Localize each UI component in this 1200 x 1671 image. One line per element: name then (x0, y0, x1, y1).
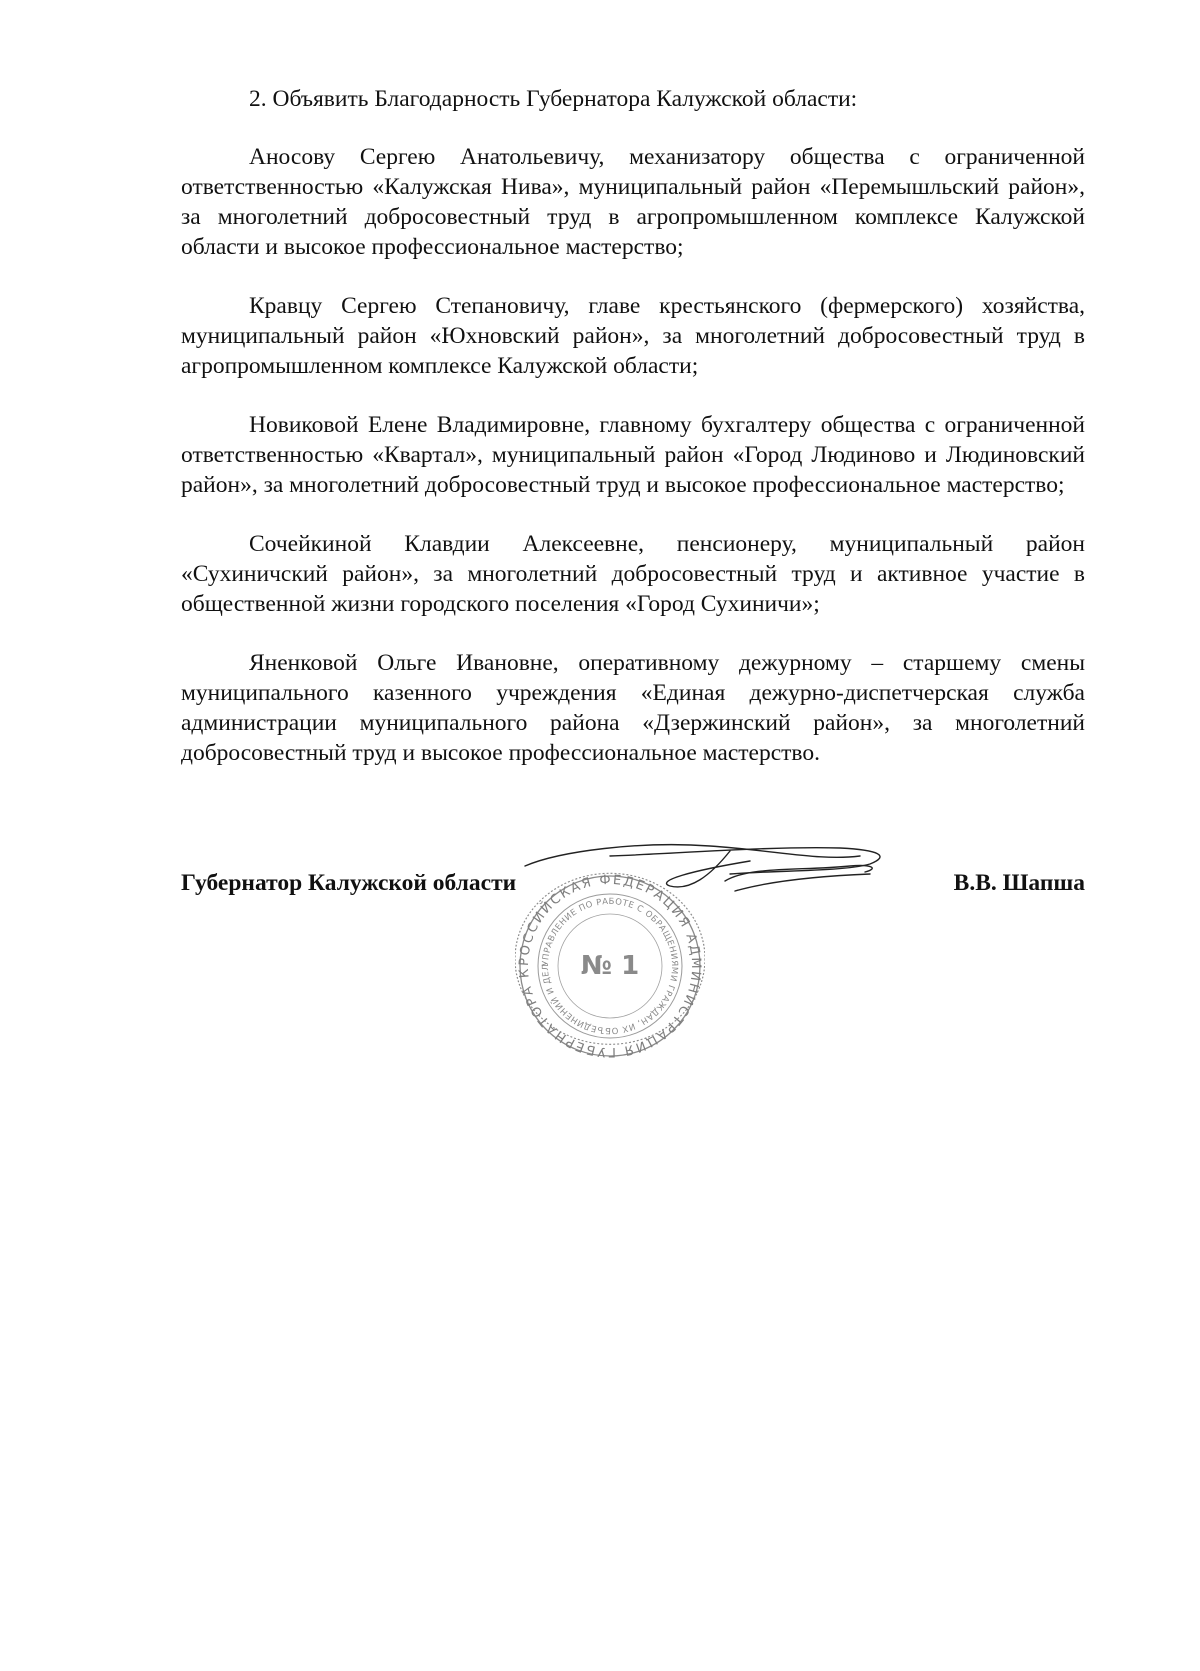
award-paragraph: Новиковой Елене Владимировне, главному бухгалтеру общества с ограниченной ответственностью «Квартал», муниципальный район «Город Людиново и Людиновский район», за многолетний добросовестный труд и высокое профессиональное мастерство; (181, 412, 1085, 498)
svg-text:РОССИЙСКАЯ ФЕДЕРАЦИЯ АДМИНИСТР: РОССИЙСКАЯ ФЕДЕРАЦИЯ АДМИНИСТРАЦИЯ ГУБЕРНАТОРА К (516, 872, 704, 1060)
award-paragraph: Аносову Сергею Анатольевичу, механизатору общества с ограниченной ответственностью «Калужская Нива», муниципальный район «Перемышльский район», за многолетний добросовестный труд в агропромышленном комплексе Калужской области и высокое профессиональное мастерство; (181, 144, 1085, 260)
svg-text:№ 1: № 1 (580, 951, 640, 981)
svg-text:УПРАВЛЕНИЕ ПО РАБОТЕ С ОБРАЩЕН: УПРАВЛЕНИЕ ПО РАБОТЕ С ОБРАЩЕНИЯМИ ГРАЖДАН, ИХ ОБЪЕДИНЕНИЙ И ДЕЛ (540, 896, 680, 1036)
award-paragraph: Яненковой Ольге Ивановне, оперативному дежурному – старшему смены муниципального казенного учреждения «Единая дежурно-диспетчерская служба администрации муниципального района «Дзержинский район», за многолетний добросовестный труд и высокое профессиональное мастерство. (181, 650, 1085, 766)
section-heading: 2. Объявить Благодарность Губернатора Калужской области: (249, 86, 858, 112)
signatory-name: В.В. Шапша (953, 870, 1085, 896)
signatory-position: Губернатор Калужской области (181, 870, 517, 896)
award-paragraph: Сочейкиной Клавдии Алексеевне, пенсионеру, муниципальный район «Сухиничский район», за многолетний добросовестный труд и активное участие в общественной жизни городского поселения «Город Сухиничи»; (181, 531, 1085, 617)
handwritten-signature (520, 836, 920, 936)
award-paragraph: Кравцу Сергею Степановичу, главе крестьянского (фермерского) хозяйства, муниципальный район «Юхновский район», за многолетний добросовестный труд в агропромышленном комплексе Калужской области; (181, 293, 1085, 379)
document-body (181, 84, 1085, 797)
